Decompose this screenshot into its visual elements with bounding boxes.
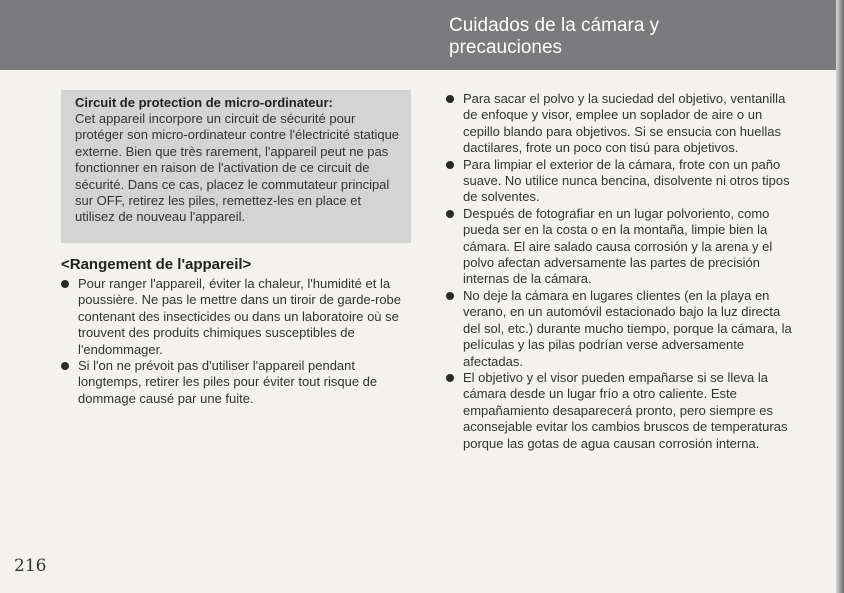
list-item — [446, 206, 798, 288]
list-item — [446, 288, 798, 370]
bullet-icon — [61, 362, 69, 370]
bullet-icon — [446, 95, 454, 103]
note-body: Cet appareil incorpore un circuit de sécurité pour protéger son micro-ordinateur contre l'électricité statique externe. Bien que très rarement, l'appareil peut ne pas fonctionner en raison de l'activation de ce circuit de sécurité. Dans ce cas, placez le commutateur principal sur OFF, retirez les piles, remettez-les en place et utilisez de nouveau l'appareil. — [75, 111, 400, 225]
list-item-text: Para limpiar el exterior de la cámara, frote con un paño suave. No utilice nunca bencina, disolvente ni otros tipos de solventes. — [463, 156, 790, 205]
storage-list — [61, 276, 411, 407]
micro-computer-protection-note — [61, 90, 411, 243]
list-item — [446, 157, 798, 206]
storage-section — [61, 256, 411, 407]
bullet-icon — [61, 280, 69, 288]
bullet-icon — [446, 161, 454, 169]
care-list — [446, 91, 798, 452]
note-title: Circuit de protection de micro-ordinateur: — [75, 95, 333, 110]
list-item-text: El objetivo y el visor pueden empañarse si se lleva la cámara desde un lugar frío a otro caliente. Este empañamiento desaparecerá pronto, pero siempre es aconsejable evitar los cambios bruscos de temperaturas porque las gotas de agua causan corrosión interna. — [463, 369, 788, 451]
list-item-text: Después de fotografiar en un lugar polvoriento, como pueda ser en la costa o en la montaña, limpie bien la cámara. El aire salado causa corrosión y la arena y el polvo afectan adversamente las partes de precisión internas de la cámara. — [463, 205, 773, 287]
page-number: 216 — [14, 556, 47, 576]
bullet-icon — [446, 292, 454, 300]
list-item — [446, 91, 798, 157]
storage-section-title: <Rangement de l'appareil> — [61, 256, 252, 273]
list-item-text: Si l'on ne prévoit pas d'utiliser l'appareil pendant longtemps, retirer les piles pour éviter tout risque de dommage causé par une fuite. — [78, 358, 378, 406]
list-item-text: Pour ranger l'appareil, éviter la chaleur, l'humidité et la poussière. Ne pas le mettre dans un tiroir de garde-robe contenant des insecticides ou dans un laboratoire où se trouvent des produits chimiques susceptibles de l'endommager. — [78, 276, 402, 357]
care-section — [446, 91, 798, 452]
list-item — [446, 370, 798, 452]
header-bar — [0, 0, 836, 70]
list-item — [61, 276, 411, 358]
list-item-text: Para sacar el polvo y la suciedad del objetivo, ventanilla de enfoque y visor, emplee un soplador de aire o un cepillo blando para objetivos. Si se ensucia con huellas dactilares, frote un poco con tisú para objetivos. — [463, 91, 786, 156]
bullet-icon — [446, 374, 454, 382]
page-title-line-1: Cuidados de la cámara y — [449, 15, 660, 36]
page-title-line-2: precauciones — [449, 37, 563, 58]
page-title — [449, 15, 659, 59]
page-edge-shadow — [836, 0, 844, 593]
list-item-text: No deje la cámara en lugares clientes (en la playa en verano, en un automóvil estacionado bajo la luz directa del sol, etc.) durante mucho tiempo, porque la cámara, la películas y las pilas podrían verse adversamente afectadas. — [463, 287, 792, 369]
bullet-icon — [446, 210, 454, 218]
list-item — [61, 358, 411, 407]
